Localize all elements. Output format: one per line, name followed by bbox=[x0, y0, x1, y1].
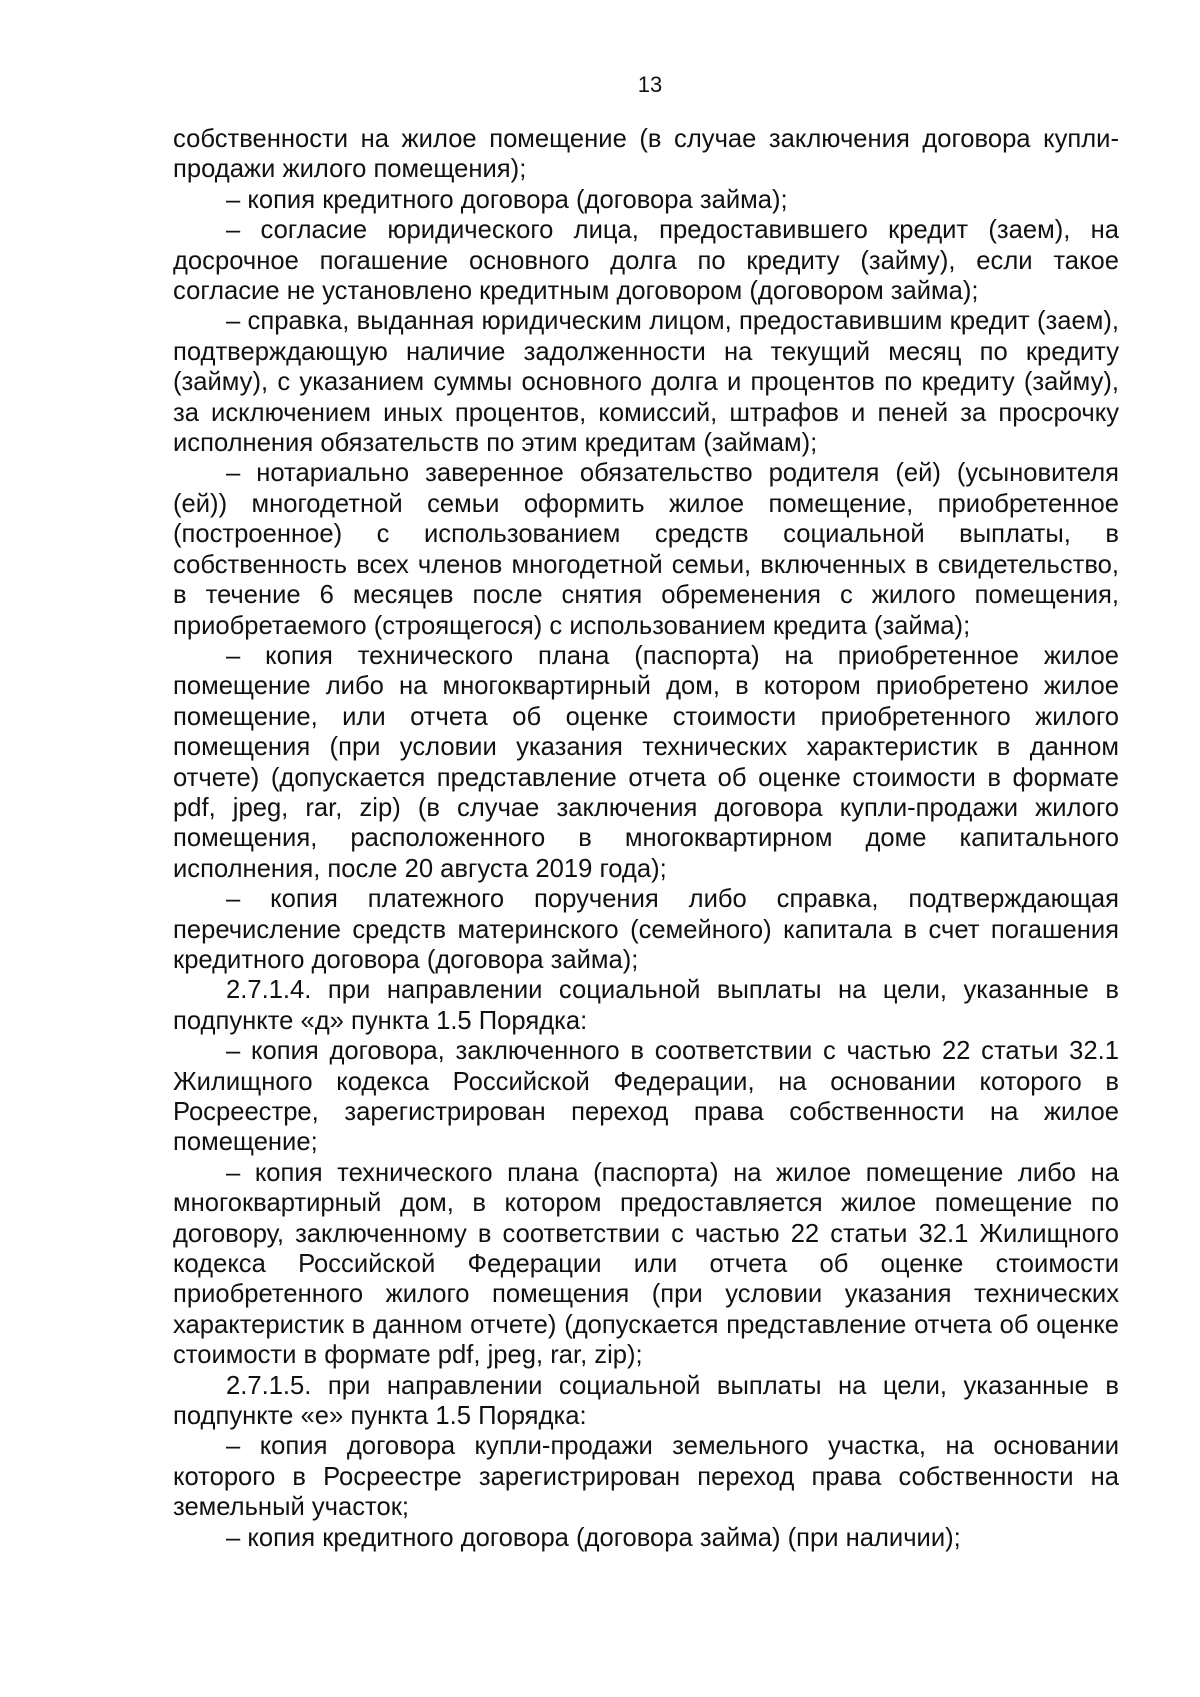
section-2-7-1-5: 2.7.1.5. при направлении социальной выплаты на цели, указанные в подпункте «е» пункта 1.5 Порядка: bbox=[173, 1371, 1119, 1431]
page-number: 13 bbox=[637, 72, 663, 97]
section-2-7-1-4: 2.7.1.4. при направлении социальной выплаты на цели, указанные в подпункте «д» пункта 1.5 Порядка: bbox=[173, 976, 1119, 1035]
document-body bbox=[173, 124, 1119, 1553]
list-item-loan-agreement-copy: – копия кредитного договора (договора займа); bbox=[226, 185, 788, 214]
list-item-contract-copy: – копия договора, заключенного в соответствии с частью 22 статьи 32.1 Жилищного кодекса Российской Федерации, на основании которого в Росреестре, зарегистрирован переход права собственности на жилое помещение; bbox=[173, 1037, 1119, 1157]
list-item-payment-order-copy: – копия платежного поручения либо справка, подтверждающая перечисление средств материнского (семейного) капитала в счет погашения кредитного договора (договора займа); bbox=[173, 885, 1119, 974]
list-item-technical-plan-copy: – копия технического плана (паспорта) на приобретенное жилое помещение либо на многоквартирный дом, в котором приобретено жилое помещение, или отчета об оценке стоимости приобретенного жилого помещения (при условии указания технических характеристик в данном отчете) (допускается представление отчета об оценке стоимости в формате pdf, jpeg, rar, zip) (в случае заключения договора купли-продажи жилого помещения, расположенного в многоквартирном доме капитального исполнения, после 20 августа 2019 года); bbox=[173, 641, 1119, 883]
paragraph-continuation: собственности на жилое помещение (в случае заключения договора купли-продажи жилого помещения); bbox=[173, 125, 1119, 184]
list-item-debt-certificate: – справка, выданная юридическим лицом, предоставившим кредит (заем), подтверждающую наличие задолженности на текущий месяц по кредиту (займу), с указанием суммы основного долга и процентов по кредиту (займу), за исключением иных процентов, комиссий, штрафов и пеней за просрочку исполнения обязательств по этим кредитам (займам); bbox=[173, 307, 1119, 458]
list-item-technical-plan-housing: – копия технического плана (паспорта) на жилое помещение либо на многоквартирный дом, в котором предоставляется жилое помещение по договору, заключенному в соответствии с частью 22 статьи 32.1 Жилищного кодекса Российской Федерации или отчета об оценке стоимости приобретенного жилого помещения (при условии указания технических характеристик в данном отчете) (допускается представление отчета об оценке стоимости в формате pdf, jpeg, rar, zip); bbox=[173, 1158, 1119, 1370]
list-item-lender-consent: – согласие юридического лица, предоставившего кредит (заем), на досрочное погашение основного долга по кредиту (займу), если такое согласие не установлено кредитным договором (договором займа); bbox=[173, 216, 1119, 306]
list-item-land-contract-copy: – копия договора купли-продажи земельного участка, на основании которого в Росреестре зарегистрирован переход права собственности на земельный участок; bbox=[173, 1432, 1119, 1522]
list-item-loan-agreement-optional: – копия кредитного договора (договора займа) (при наличии); bbox=[226, 1523, 961, 1552]
list-item-notarized-obligation: – нотариально заверенное обязательство родителя (ей) (усыновителя (ей)) многодетной семьи оформить жилое помещение, приобретенное (построенное) с использованием средств социальной выплаты, в собственность всех членов многодетной семьи, включенных в свидетельство, в течение 6 месяцев после снятия обременения с жилого помещения, приобретаемого (строящегося) с использованием кредита (займа); bbox=[173, 459, 1119, 640]
